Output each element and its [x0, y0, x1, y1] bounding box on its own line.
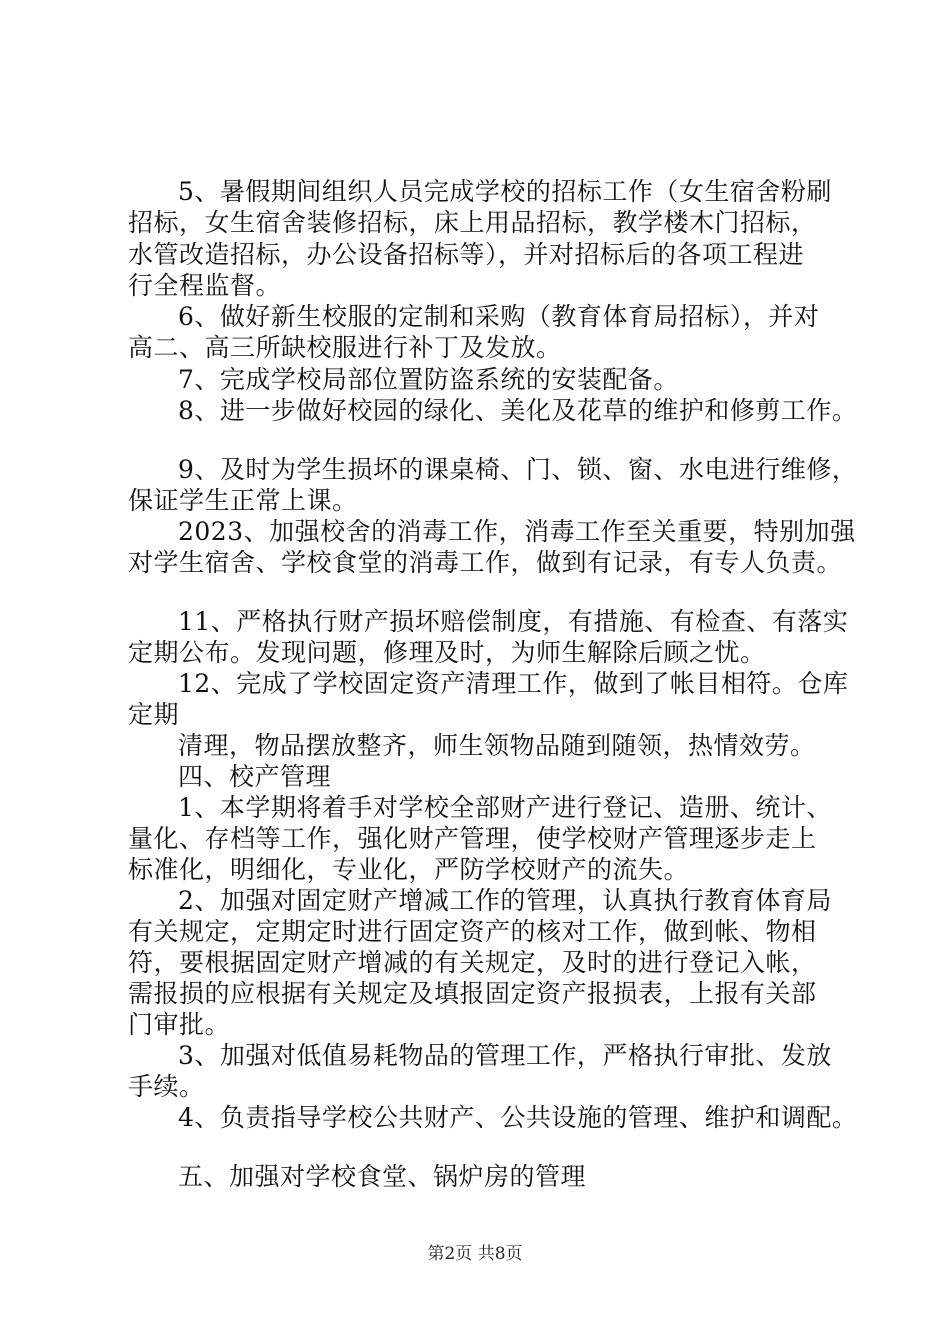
- text-line: 标准化，明细化，专业化，严防学校财产的流失。: [128, 855, 690, 884]
- text-line: 3、加强对低值易耗物品的管理工作，严格执行审批、发放: [178, 1041, 832, 1070]
- section-heading: 五、加强对学校食堂、锅炉房的管理: [178, 1162, 587, 1191]
- text-line: 4、负责指导学校公共财产、公共设施的管理、维护和调配。: [178, 1103, 858, 1132]
- text-line: 水管改造招标，办公设备招标等），并对招标后的各项工程进: [128, 240, 805, 269]
- text-line: 定期公布。发现问题，修理及时，为师生解除后顾之忧。: [128, 638, 766, 667]
- text-line: 保证学生正常上课。: [128, 486, 358, 515]
- text-line: 对学生宿舍、学校食堂的消毒工作，做到有记录，有专人负责。: [128, 548, 843, 577]
- text-line: 2、加强对固定财产增减工作的管理，认真执行教育体育局: [178, 886, 832, 915]
- text-line: 11、严格执行财产损坏赔偿制度，有措施、有检查、有落实: [178, 607, 849, 636]
- text-line: 6、做好新生校服的定制和采购（教育体育局招标），并对: [178, 302, 820, 331]
- text-line: 12、完成了学校固定资产清理工作，做到了帐目相符。仓库: [178, 669, 849, 698]
- text-line: 9、及时为学生损坏的课桌椅、门、锁、窗、水电进行维修，: [178, 455, 858, 484]
- text-line: 手续。: [128, 1072, 205, 1101]
- text-line: 定期: [128, 700, 180, 729]
- text-line: 7、完成学校局部位置防盗系统的安装配备。: [178, 365, 679, 394]
- text-line: 招标，女生宿舍装修招标，床上用品招标，教学楼木门招标，: [128, 208, 817, 237]
- text-line: 8、进一步做好校园的绿化、美化及花草的维护和修剪工作。: [178, 396, 858, 425]
- page-number-footer: 第2页 共8页: [427, 1244, 523, 1264]
- text-line: 符，要根据固定财产增减的有关规定，及时的进行登记入帐，: [128, 948, 817, 977]
- section-heading: 四、校产管理: [178, 762, 332, 791]
- text-line: 清理，物品摆放整齐，师生领物品随到随领，热情效劳。: [178, 731, 816, 760]
- text-line: 高二、高三所缺校服进行补丁及发放。: [128, 333, 562, 362]
- text-line: 有关规定，定期定时进行固定资产的核对工作，做到帐、物相: [128, 917, 817, 946]
- text-line: 2023、加强校舍的消毒工作，消毒工作至关重要，特别加强: [178, 517, 856, 546]
- text-line: 量化、存档等工作，强化财产管理，使学校财产管理逐步走上: [128, 824, 817, 853]
- text-line: 5、暑假期间组织人员完成学校的招标工作（女生宿舍粉刷: [178, 177, 832, 206]
- text-line: 1、本学期将着手对学校全部财产进行登记、造册、统计、: [178, 793, 832, 822]
- text-line: 门审批。: [128, 1010, 231, 1039]
- text-line: 行全程监督。: [128, 271, 282, 300]
- text-line: 需报损的应根据有关规定及填报固定资产报损表，上报有关部: [128, 979, 817, 1008]
